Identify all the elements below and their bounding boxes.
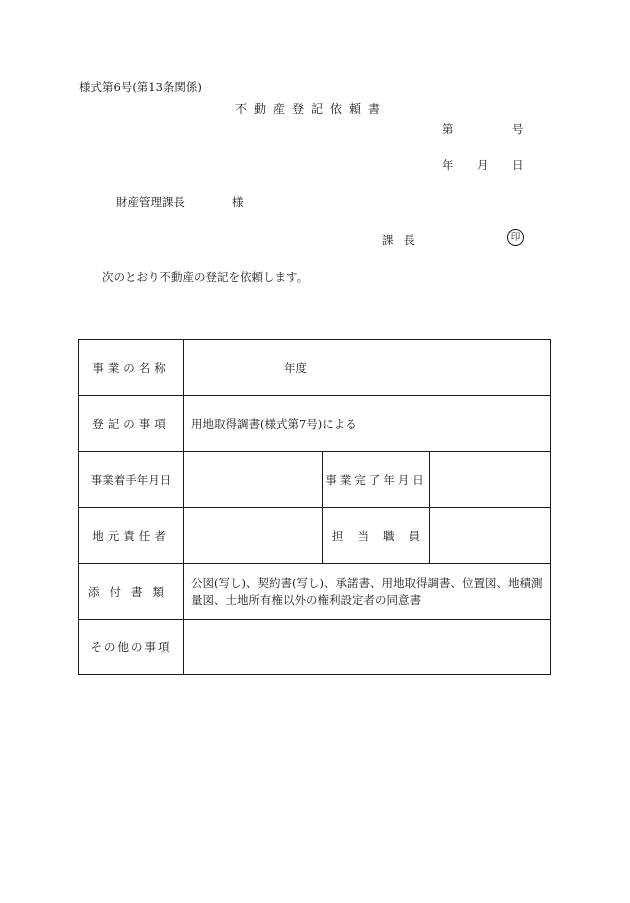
staff-label-char: 職 [383, 528, 395, 543]
staff-label [323, 508, 430, 563]
request-table [78, 339, 551, 675]
document-number-prefix: 第 [442, 122, 454, 136]
addressee: 財産管理課長 [116, 195, 185, 209]
local-manager-field[interactable] [184, 508, 323, 563]
staff-label-char: 員 [408, 528, 420, 543]
addressee-honorific: 様 [232, 195, 244, 209]
start-date-field[interactable] [184, 452, 323, 507]
end-date-field[interactable] [430, 452, 550, 507]
project-name-field[interactable]: 年度 [284, 360, 307, 375]
end-date-label: 事業完了年月日 [323, 452, 430, 507]
sender-title: 課長 [382, 233, 425, 247]
other-field[interactable] [184, 620, 550, 674]
intro-text: 次のとおり不動産の登記を依頼します。 [102, 270, 309, 284]
local-manager-label: 地元責任者 [79, 508, 184, 563]
form-code: 様式第6号(第13条関係) [79, 80, 202, 94]
table-row-project-name [79, 340, 550, 396]
start-date-label: 事業着手年月日 [79, 452, 184, 507]
date-day-label: 日 [512, 158, 524, 172]
page-title: 不動産登記依頼書 [235, 102, 388, 116]
date-month-label: 月 [477, 158, 489, 172]
document-number-suffix: 号 [512, 122, 524, 136]
registration-field[interactable]: 用地取得調書(様式第7号)による [191, 416, 357, 431]
attachments-label: 添付書類 [79, 564, 184, 619]
date-year-label: 年 [442, 158, 454, 172]
seal-icon: 印 [507, 229, 524, 246]
table-row-people [79, 508, 550, 564]
registration-label: 登記の事項 [79, 396, 184, 451]
project-name-label: 事業の名称 [79, 340, 184, 395]
table-row-dates [79, 452, 550, 508]
staff-label-char: 担 [332, 528, 344, 543]
staff-field[interactable] [430, 508, 550, 563]
attachments-field[interactable]: 公図(写し)、契約書(写し)、承諾書、用地取得調書、位置図、地積測量図、土地所有権以外の権利設定者の同意書 [191, 575, 543, 607]
table-row-registration [79, 396, 550, 452]
other-label: その他の事項 [79, 620, 184, 674]
staff-label-char: 当 [357, 528, 369, 543]
table-row-attachments [79, 564, 550, 620]
table-row-other [79, 620, 550, 674]
